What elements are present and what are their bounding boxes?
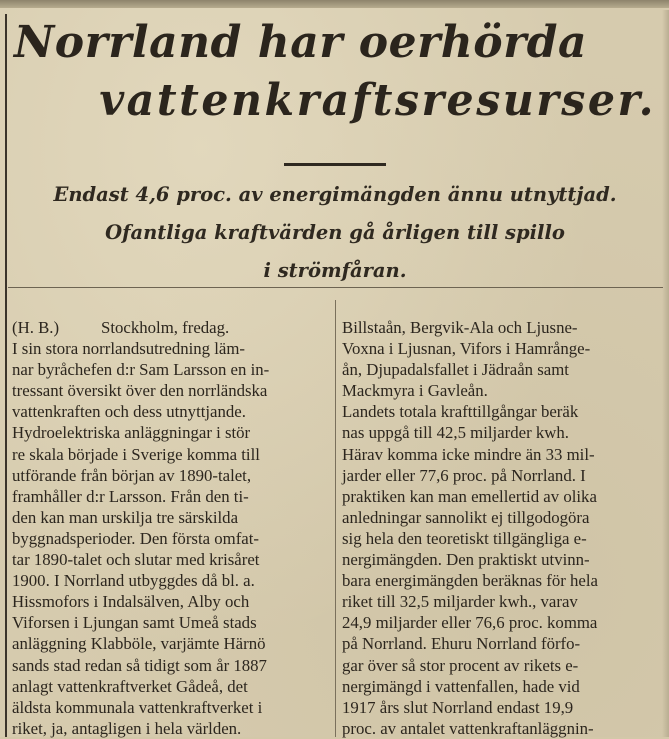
text-line: sig hela den teoretiskt tillgängliga e- [342, 528, 587, 548]
top-rule [0, 0, 669, 8]
text-line: gar över så stor procent av rikets e- [342, 655, 579, 675]
text-line: praktiken kan man emellertid av olika [342, 486, 597, 506]
text-line: Härav komma icke mindre än 33 mil- [342, 444, 595, 464]
text-line: Hissmofors i Indalsälven, Alby och [12, 592, 250, 612]
text-line: 24,9 miljarder eller 76,6 proc. komma [342, 613, 598, 633]
text-line: på Norrland. Ehuru Norrland förfo- [342, 634, 581, 654]
text-line: nar byråchefen d:r Sam Larsson en in- [12, 360, 270, 380]
text-line: Mackmyra i Gavleån. [342, 381, 488, 401]
text-line: äldsta kommunala vattenkraftverket i [12, 697, 263, 717]
subhead-line: Endast 4,6 proc. av energimängden ännu utnyttjad. [53, 183, 617, 206]
text-line: I sin stora norrlandsutredning läm- [12, 339, 246, 359]
subhead-line: Ofantliga kraftvärden gå årligen till spillo [105, 221, 565, 244]
headline-line-1: Norrland har oerhörda [14, 17, 588, 68]
text-line: nas uppgå till 42,5 miljarder kwh. [342, 423, 569, 443]
text-line: nergimängd i vattenfallen, hade vid [342, 676, 580, 696]
text-line: tar 1890-talet och slutar med krisåret [12, 550, 260, 570]
section-rule [8, 287, 663, 288]
text-line: proc. av antalet vattenkraftanläggnin- [342, 718, 594, 738]
headline-line-2: vattenkraftsresurser. [99, 75, 657, 126]
text-line: jarder eller 77,6 proc. på Norrland. I [342, 465, 586, 485]
headline [14, 14, 664, 130]
text-line: anläggning Klabböle, varjämte Härnö [12, 634, 266, 654]
text-line: riket till 32,5 miljarder kwh., varav [342, 592, 578, 612]
column-separator [335, 300, 336, 737]
text-line: 1900. I Norrland utbyggdes då bl. a. [12, 571, 255, 591]
text-line: ån, Djupadalsfallet i Jädraån samt [342, 360, 569, 380]
left-border-rule [5, 14, 7, 737]
text-line: riket, ja, antagligen i hela världen. [12, 718, 242, 738]
subhead-line: i strömfåran. [263, 259, 407, 282]
text-line: byggnadsperioder. Den första omfat- [12, 528, 259, 548]
text-line: sands stad redan så tidigt som år 1887 [12, 655, 267, 675]
text-line: Billstaån, Bergvik-Ala och Ljusne- [342, 318, 578, 337]
left-column [12, 317, 330, 739]
text-line: Viforsen i Ljungan samt Umeå stads [12, 613, 257, 633]
text-line: anledningar sannolikt ej tillgodogöra [342, 507, 590, 527]
text-line: Voxna i Ljusnan, Vifors i Hamrånge- [342, 339, 591, 359]
text-line: bara energimängden beräknas för hela [342, 571, 598, 591]
right-column [342, 317, 660, 739]
text-line: vattenkraften och dess utnyttjande. [12, 402, 246, 422]
headline-divider [284, 163, 386, 166]
text-line: den kan man urskilja tre särskilda [12, 507, 239, 527]
text-line: anlagt vattenkraftverket Gådeå, det [12, 676, 248, 696]
text-line: nergimängden. Den praktiskt utvinn- [342, 550, 590, 570]
text-line: framhåller d:r Larsson. Från den ti- [12, 486, 249, 506]
text-line: re skala började i Sverige komma till [12, 444, 260, 464]
text-line: Hydroelektriska anläggningar i stör [12, 423, 251, 443]
text-line: 1917 års slut Norrland endast 19,9 [342, 697, 574, 717]
subheadline [20, 176, 650, 290]
text-line: tressant översikt över den norrländska [12, 381, 268, 401]
text-line: utförande från början av 1890-talet, [12, 465, 252, 485]
text-line: Landets totala krafttillgångar beräk [342, 402, 579, 422]
text-line: (H. B.) Stockholm, fredag. [12, 318, 230, 337]
